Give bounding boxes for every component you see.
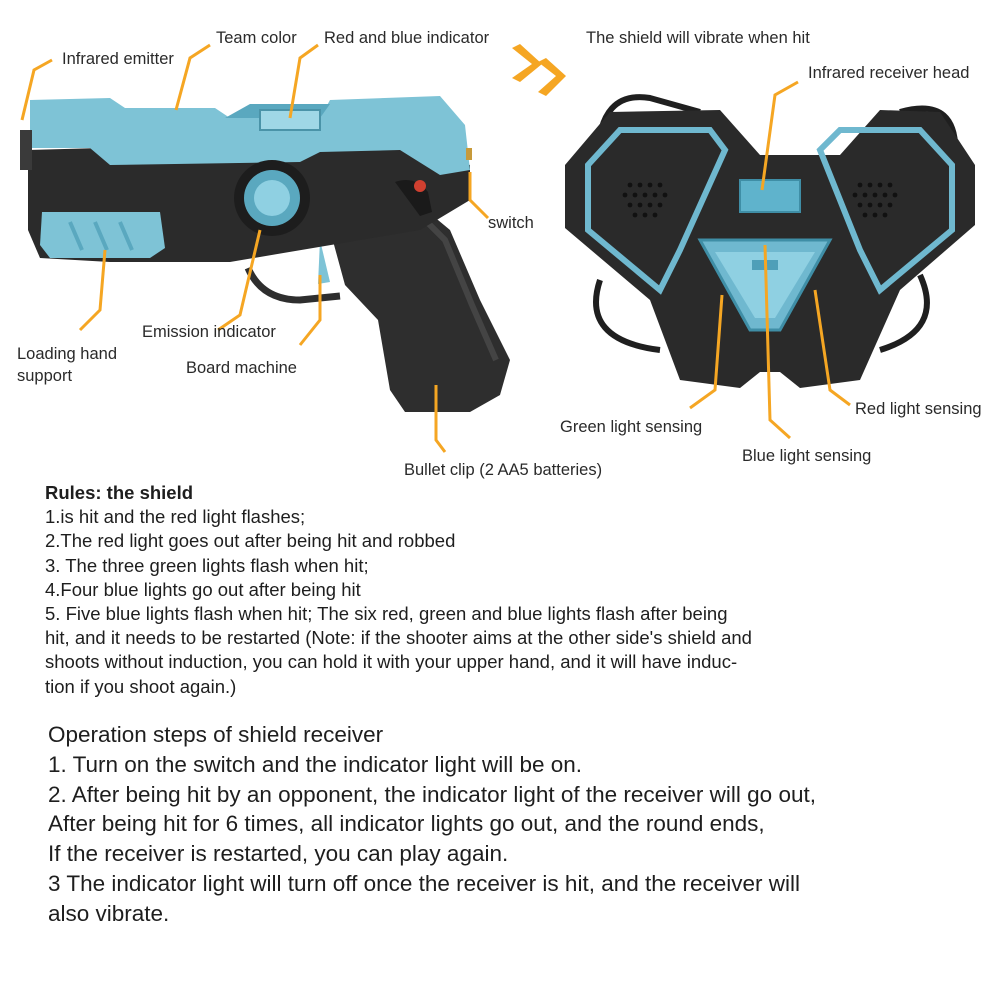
label-emission-indicator: Emission indicator [142,323,276,341]
label-loading-hand-support-1: Loading hand [17,345,118,363]
rules-heading: Rules: the shield [45,482,194,503]
rules-line: shoots without induction, you can hold it with your upper hand, and it will have induc- [45,651,738,673]
label-loading-hand-support-2: support [17,367,73,385]
steps-line: 3 The indicator light will turn off once the receiver is hit, and the receiver will [48,870,801,896]
label-shield-vibrate: The shield will vibrate when hit [586,29,810,47]
label-infrared-receiver-head: Infrared receiver head [808,64,970,82]
vibration-icon [512,44,566,96]
steps-line: 2. After being hit by an opponent, the indicator light of the receiver will go out, [48,781,816,807]
steps-line: 1. Turn on the switch and the indicator light will be on. [48,751,583,777]
rules-line: 1.is hit and the red light flashes; [45,506,306,528]
steps-line: also vibrate. [48,900,170,926]
label-bullet-clip: Bullet clip (2 AA5 batteries) [404,461,603,479]
label-infrared-emitter: Infrared emitter [62,50,174,68]
label-switch: switch [488,214,534,232]
label-green-light-sensing: Green light sensing [560,418,703,436]
rules-line: 4.Four blue lights go out after being hit [45,578,361,600]
rules-line: 3. The three green lights flash when hit; [45,554,369,576]
rules-line: 5. Five blue lights flash when hit; The six red, green and blue lights flash after being [45,603,728,625]
shield-rules [45,481,845,699]
label-red-light-sensing: Red light sensing [855,400,982,418]
steps-line: If the receiver is restarted, you can play again. [48,841,509,867]
label-team-color: Team color [216,29,297,47]
steps-heading: Operation steps of shield receiver [48,722,384,747]
rules-line: hit, and it needs to be restarted (Note: if the shooter aims at the other side's shield and [45,627,752,649]
steps-line: After being hit for 6 times, all indicator lights go out, and the round ends, [48,811,765,837]
label-board-machine: Board machine [186,359,297,377]
operation-steps [48,720,948,929]
label-red-blue-indicator: Red and blue indicator [324,29,490,47]
rules-line: tion if you shoot again.) [45,675,237,697]
rules-line: 2.The red light goes out after being hit and robbed [45,530,456,552]
label-blue-light-sensing: Blue light sensing [742,447,872,465]
product-diagram [0,0,1000,480]
